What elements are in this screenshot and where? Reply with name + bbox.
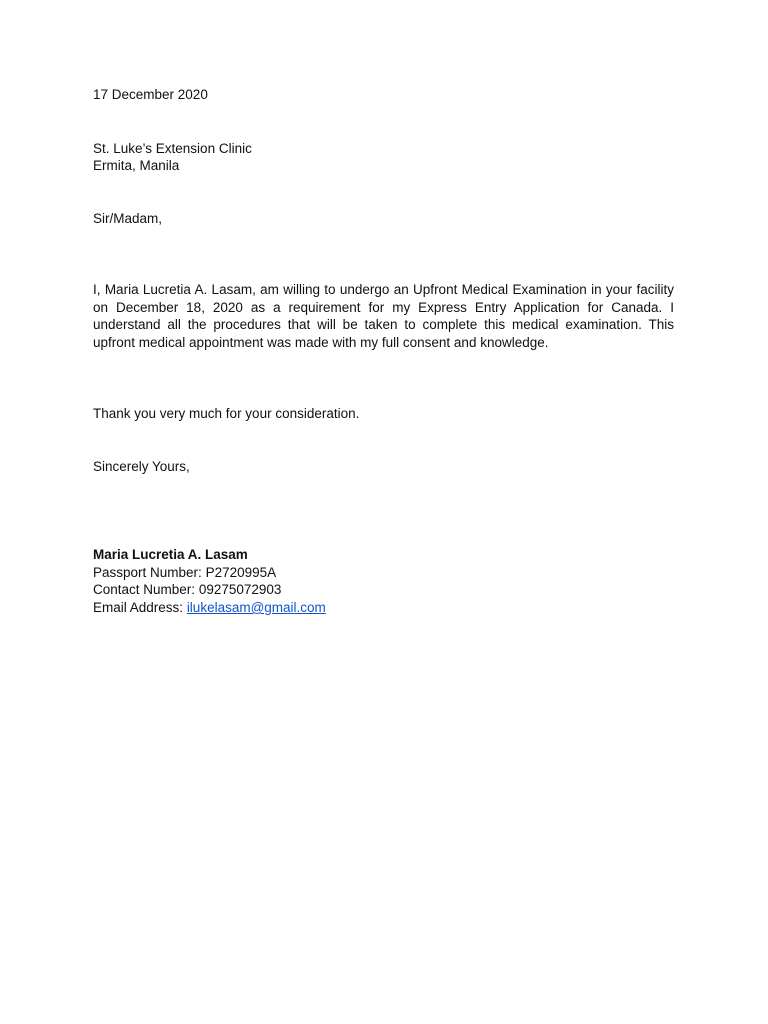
letter-date: 17 December 2020 — [93, 87, 208, 102]
contact-value: 09275072903 — [198, 582, 282, 597]
recipient-name: St. Luke’s Extension Clinic — [93, 141, 252, 156]
contact-label: Contact Number: — [93, 582, 196, 597]
email-line — [93, 599, 326, 616]
passport-label: Passport Number: — [93, 565, 202, 580]
passport-value: P2720995A — [205, 565, 277, 580]
email-label: Email Address: — [93, 600, 184, 615]
contact-line — [93, 581, 281, 598]
body-paragraph: I, Maria Lucretia A. Lasam, am willing to undergo an Upfront Medical Examination in your facility on December 18, 2020 as a requirement for my Express Entry Application for Canada. I understand all the procedures that will be taken to complete this medical examination. This upfront medical appointment was made with my full consent and knowledge. — [93, 282, 674, 350]
closing: Sincerely Yours, — [93, 459, 190, 474]
recipient-address: Ermita, Manila — [93, 158, 180, 173]
email-link[interactable]: ilukelasam@gmail.com — [186, 600, 326, 615]
signature-name: Maria Lucretia A. Lasam — [93, 547, 248, 562]
thanks-line: Thank you very much for your consideration. — [93, 406, 360, 421]
salutation: Sir/Madam, — [93, 211, 163, 226]
passport-line — [93, 564, 276, 581]
